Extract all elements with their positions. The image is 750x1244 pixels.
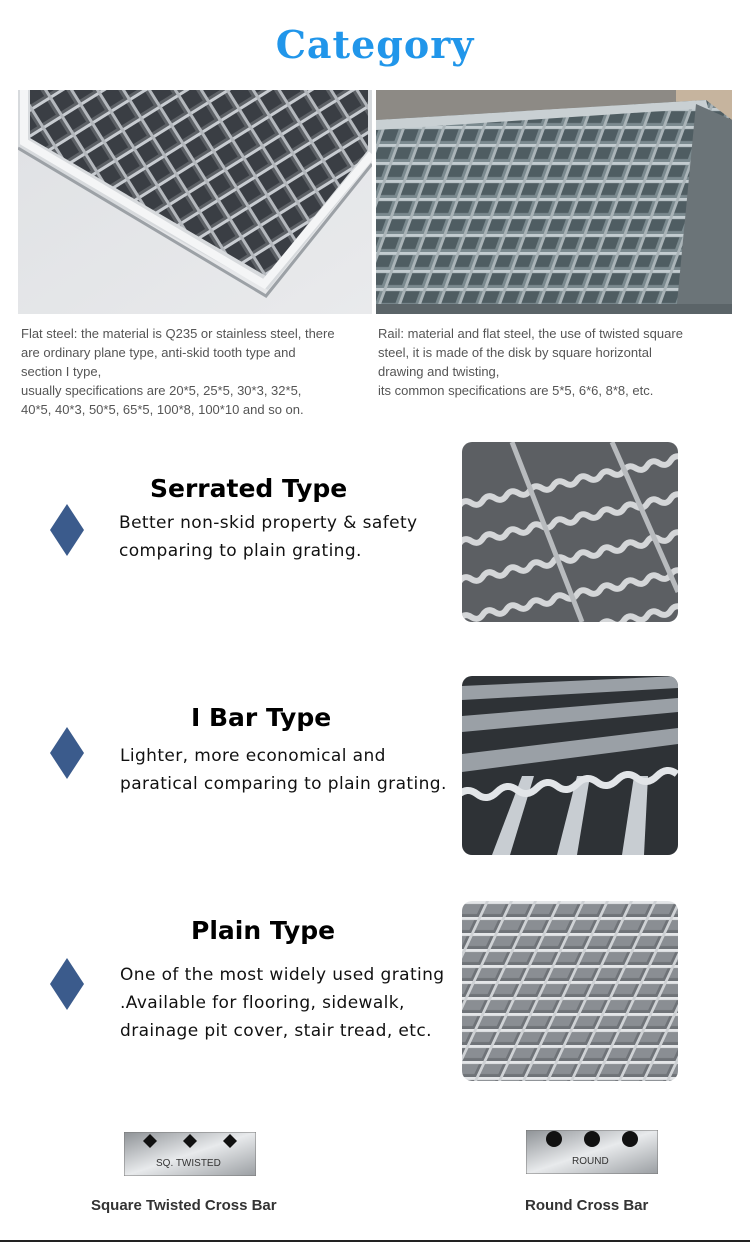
flat-steel-grating-image <box>18 90 372 314</box>
rail-caption: Rail: material and flat steel, the use of twisted square steel, it is made of the disk by square horizontal drawing and twisting, its common specifications are 5*5, 6*6, 8*8, etc. <box>378 326 683 398</box>
serrated-grating-image <box>462 442 678 622</box>
serrated-type-description: Better non-skid property & safety comparing to plain grating. <box>119 513 418 561</box>
plain-type-description: One of the most widely used grating .Available for flooring, sidewalk, drainage pit cover, stair tread, etc. <box>120 965 445 1041</box>
flat-steel-caption: Flat steel: the material is Q235 or stainless steel, there are ordinary plane type, anti-skid tooth type and section I type, usually specifications are 20*5, 25*5, 30*3, 32*5, 40*5, 40*3, 50*5, 65*5, 100*8, 100*10 and so on. <box>21 326 335 417</box>
serrated-type-title: Serrated Type <box>150 474 348 503</box>
rail-grating-photo <box>376 90 732 314</box>
diamond-bullet-icon <box>50 504 84 556</box>
serrated-grating-photo <box>462 442 678 622</box>
plain-grating-photo <box>462 901 678 1081</box>
i-bar-grating-image <box>462 676 678 855</box>
round-cross-bar-label: Round Cross Bar <box>525 1197 649 1214</box>
i-bar-type-description: Lighter, more economical and paratical comparing to plain grating. <box>120 746 447 794</box>
rail-grating-image <box>376 90 732 314</box>
square-twisted-cross-bar-label: Square Twisted Cross Bar <box>91 1197 277 1214</box>
bottom-divider <box>0 1240 750 1242</box>
round-plate <box>526 1130 658 1174</box>
i-bar-type-title: I Bar Type <box>191 703 332 732</box>
i-bar-grating-photo <box>462 676 678 855</box>
page-title: Category <box>275 22 475 67</box>
square-twisted-plate-text: SQ. TWISTED <box>156 1158 221 1169</box>
diamond-bullet-icon <box>50 727 84 779</box>
plain-grating-image <box>462 901 678 1081</box>
round-plate-text: ROUND <box>572 1156 609 1167</box>
square-twisted-plate <box>124 1132 256 1176</box>
flat-steel-grating-photo <box>18 90 372 314</box>
diamond-bullet-icon <box>50 958 84 1010</box>
plain-type-title: Plain Type <box>191 916 336 945</box>
